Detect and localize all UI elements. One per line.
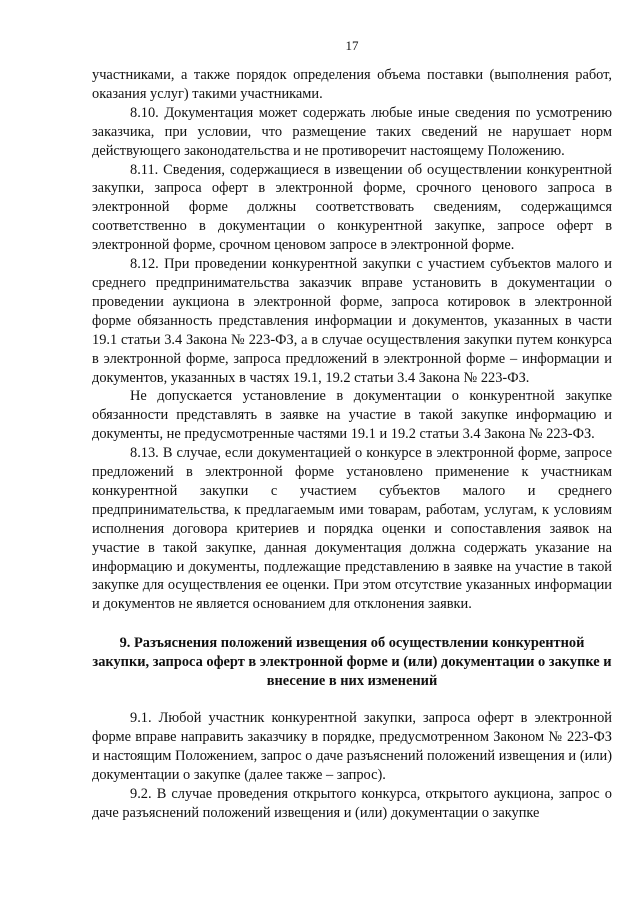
paragraph-9-1: 9.1. Любой участник конкурентной закупки, запроса оферт в электронной форме вправе направить заказчику в порядке, предусмотренном Законом № 223-ФЗ и настоящим Положением, запрос о даче разъяснений положений извещения и (или) документации о закупке (далее также – запрос). xyxy=(92,710,612,783)
section-heading-9: 9. Разъяснения положений извещения об осуществлении конкурентной закупки, запроса оферт в электронной форме и (или) документации о закупке и внесение в них изменений xyxy=(92,635,612,690)
page-number: 17 xyxy=(345,38,359,53)
paragraph-8-12: 8.12. При проведении конкурентной закупки с участием субъектов малого и среднего предпринимательства заказчик вправе установить в документации о проведении аукциона в электронной форме, запроса котировок в электронной форме обязанность представления информации и документов, указанных в части 19.1 статьи 3.4 Закона № 223-ФЗ, а в случае осуществления закупки путем конкурса в электронной форме, запроса предложений в электронной форме – информации и документов, указанных в частях 19.1, 19.2 статьи 3.4 Закона № 223-ФЗ. xyxy=(92,256,612,386)
paragraph-8-10: 8.10. Документация может содержать любые иные сведения по усмотрению заказчика, при условии, что размещение таких сведений не нарушает норм действующего законодательства и не противоречит настоящему Положению. xyxy=(92,104,612,159)
paragraph-8-13: 8.13. В случае, если документацией о конкурсе в электронной форме, запросе предложений в электронной форме установлено применение к участникам конкурентной закупки с участием субъектов малого и среднего предпринимательства, к предлагаемым ими товарам, работам, услугам, к условиям исполнения договора критериев и порядка оценки и сопоставления заявок на участие в такой закупке, данная документация должна содержать указание на информацию и документы, подлежащие представлению в заявке на участие в такой закупке для осуществления ее оценки. При этом отсутствие указанных информации и документов не является основанием для отклонения заявки. xyxy=(92,445,612,613)
paragraph-9-2: 9.2. В случае проведения открытого конкурса, открытого аукциона, запрос о даче разъяснений положений извещения и (или) документации о закупке xyxy=(92,785,612,821)
paragraph-8-12-note: Не допускается установление в документации о конкурентной закупке обязанности представлять в заявке на участие в такой закупке информацию и документы, не предусмотренные частями 19.1 и 19.2 статьи 3.4 Закона № 223-ФЗ. xyxy=(92,388,612,443)
document-body xyxy=(92,66,612,822)
paragraph-continuation: участниками, а также порядок определения объема поставки (выполнения работ, оказания услуг) такими участниками. xyxy=(92,67,612,102)
paragraph-8-11: 8.11. Сведения, содержащиеся в извещении об осуществлении конкурентной закупки, запроса оферт в электронной форме, срочного ценового запроса в электронной форме должны соответствовать сведениям, содержащимся соответственно в документации о конкурентной закупке, запросе оферт в электронной форме, срочном ценовом запросе в электронной форме. xyxy=(92,161,612,254)
